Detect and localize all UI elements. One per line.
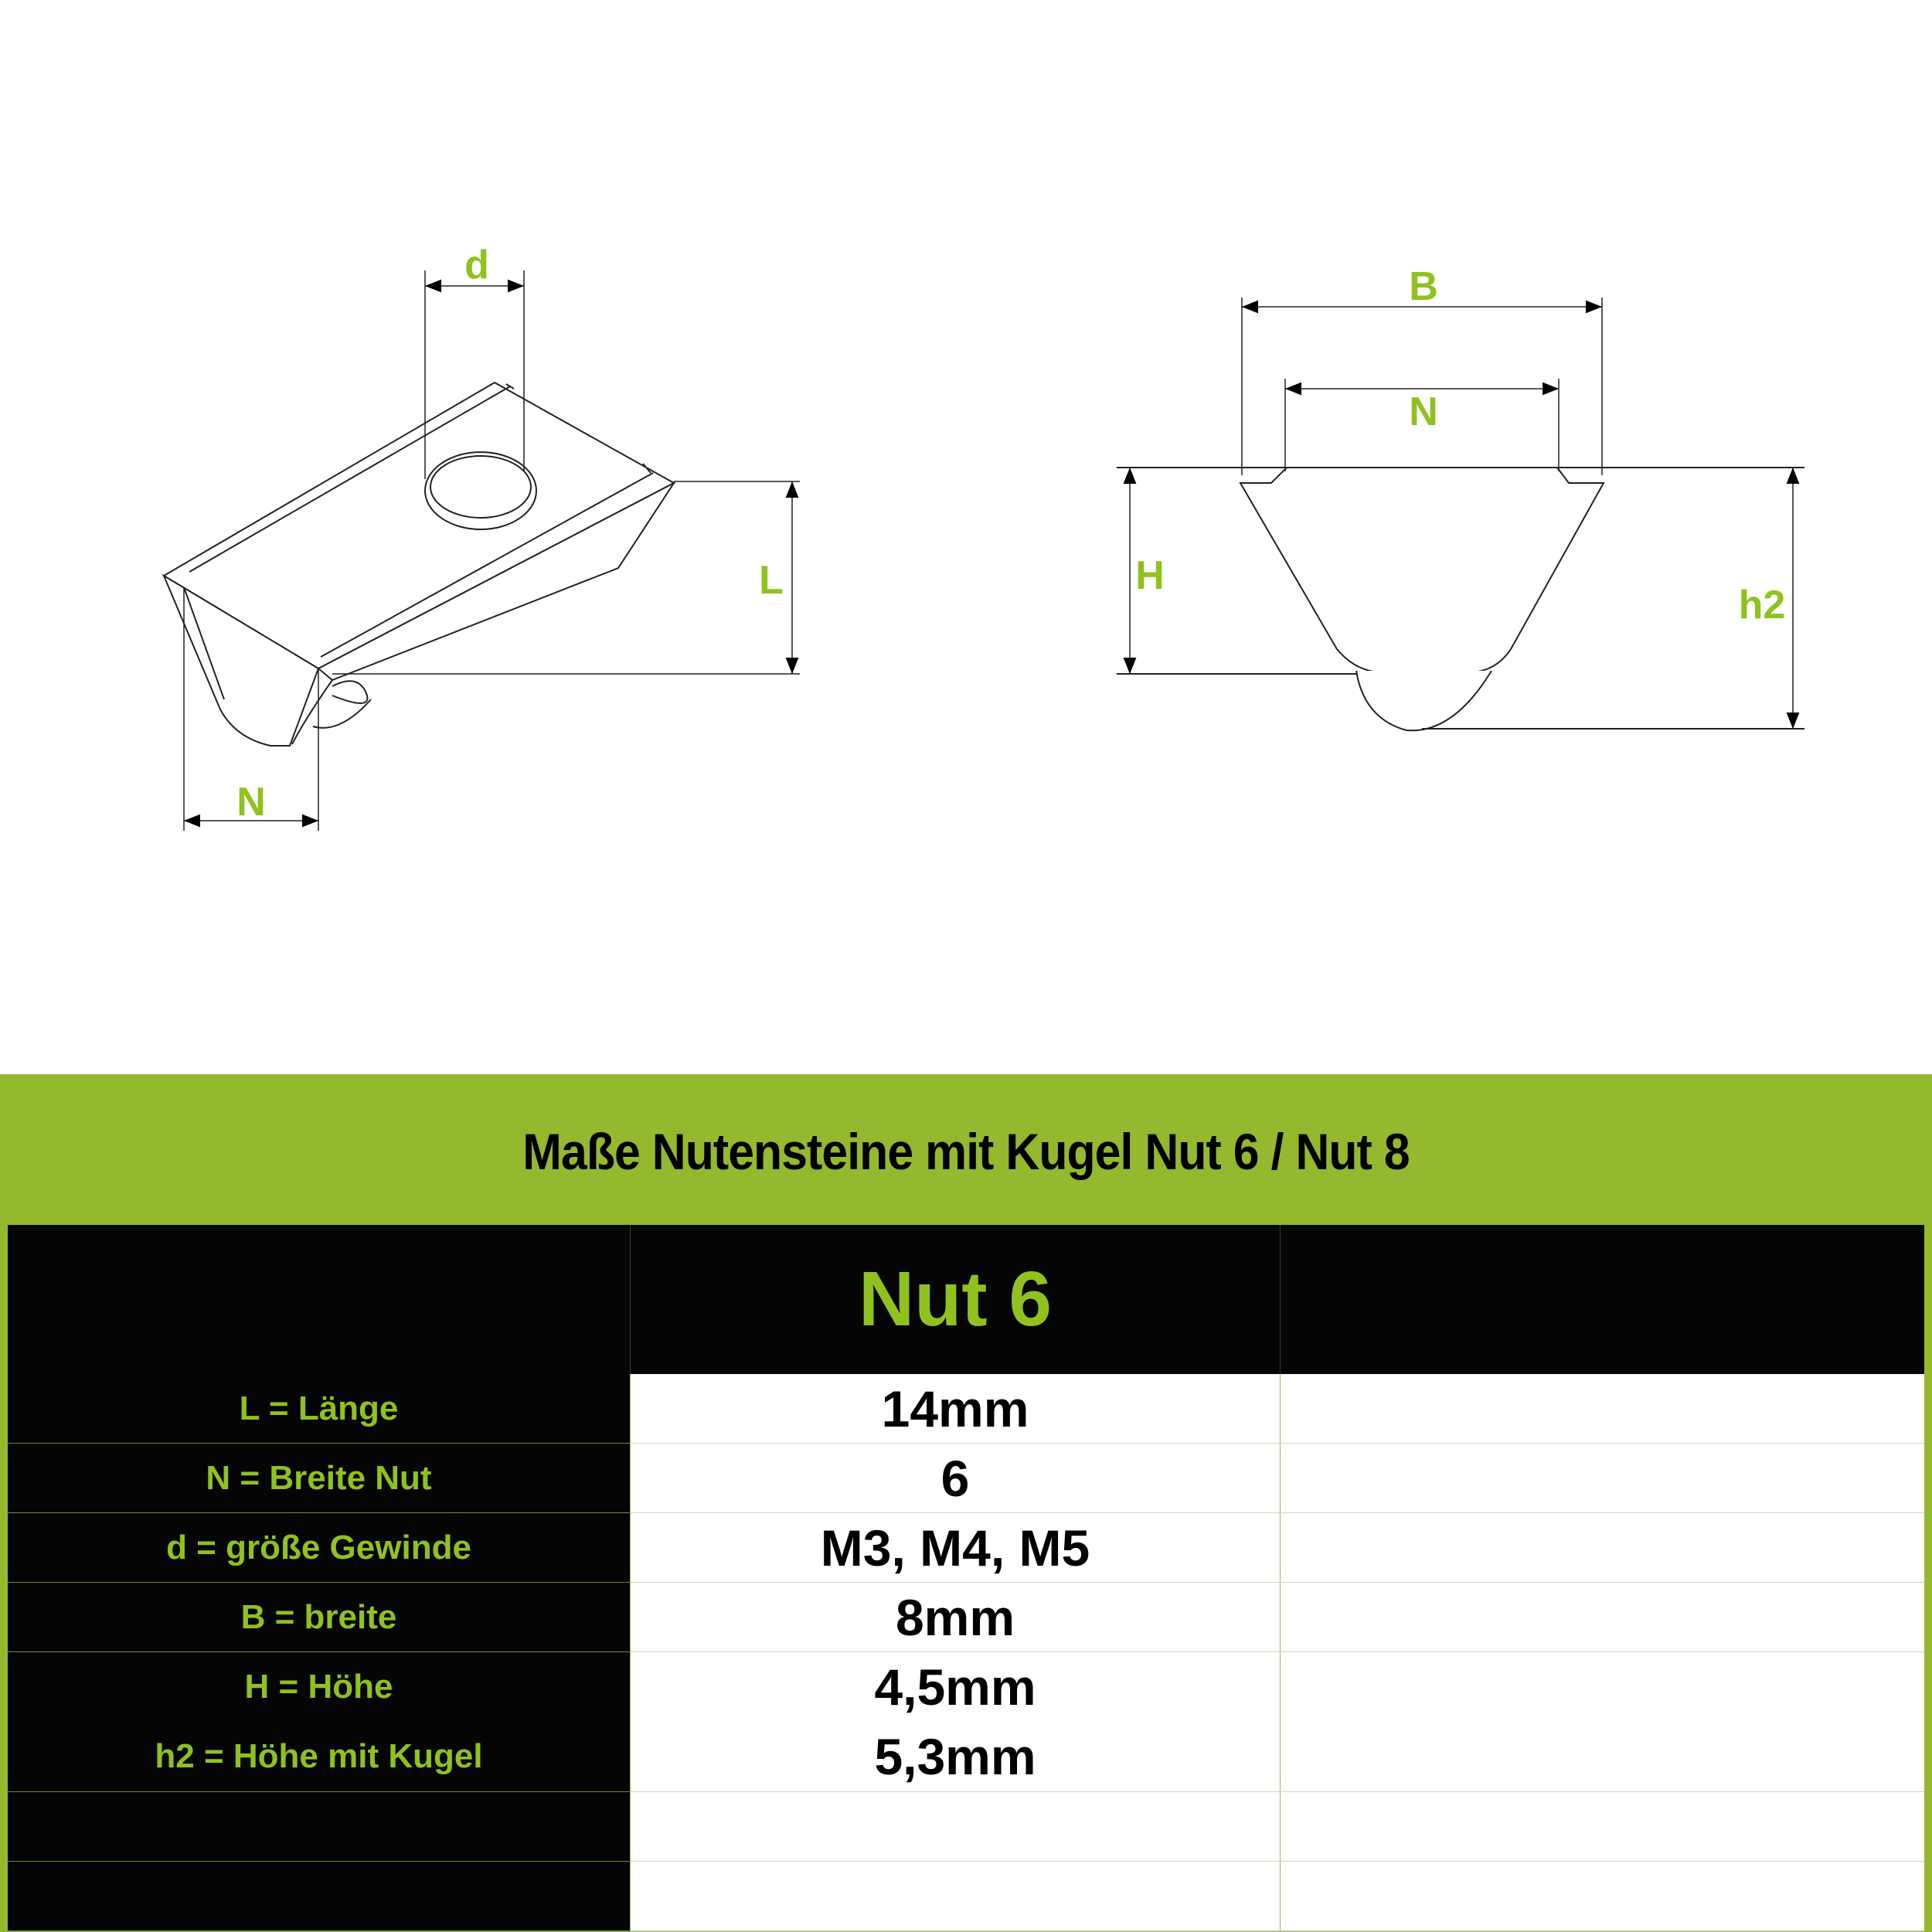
row-empty [1281,1513,1925,1583]
table-row [8,1374,1924,1444]
header-nut6: Nut 6 [631,1225,1281,1374]
row-label: N = Breite Nut [8,1444,631,1513]
table-header-row [8,1225,1924,1374]
row-label: h2 = Höhe mit Kugel [155,1737,483,1775]
row-value: 14mm [631,1374,1281,1444]
row-empty [1281,1652,1925,1792]
table-row [8,1583,1924,1652]
row-label: d = größe Gewinde [8,1513,631,1583]
table-title: Maße Nutensteine mit Kugel Nut 6 / Nut 8 [522,1123,1410,1180]
row-label: B = breite [8,1583,631,1652]
row-value-empty [631,1792,1281,1862]
row-label-stack [8,1652,631,1792]
profile-view [1117,298,1804,730]
table-row [8,1652,1924,1792]
row-value: 6 [631,1444,1281,1513]
row-label-empty [8,1862,631,1931]
header-empty-cell [8,1225,631,1374]
row-empty [1281,1862,1925,1931]
dim-label-n-right: N [1409,389,1438,434]
table-row-empty [8,1862,1924,1931]
row-empty [1281,1792,1925,1862]
spec-panel [0,1074,1932,1932]
row-value: M3, M4, M5 [631,1513,1281,1583]
table-row-empty [8,1792,1924,1862]
dim-label-l: L [759,558,784,603]
row-value-stack [631,1652,1281,1792]
row-label-empty [8,1792,631,1862]
row-empty [1281,1374,1925,1444]
dim-label-b: B [1409,264,1438,309]
header-col2 [1281,1225,1925,1374]
table-row [8,1444,1924,1513]
row-empty [1281,1444,1925,1513]
spec-table [8,1225,1924,1931]
row-value: 5,3mm [874,1728,1036,1785]
row-label: L = Länge [8,1374,631,1444]
isometric-view [164,270,800,831]
row-value: 8mm [631,1583,1281,1652]
dim-label-h2: h2 [1738,583,1786,628]
row-empty [1281,1583,1925,1652]
row-value: 4,5mm [874,1658,1036,1716]
table-row [8,1513,1924,1583]
row-value-empty [631,1862,1281,1931]
dim-label-n-left: N [236,780,266,825]
dim-label-h: H [1135,553,1165,598]
row-label: H = Höhe [244,1668,393,1706]
dim-label-d: d [464,243,489,287]
